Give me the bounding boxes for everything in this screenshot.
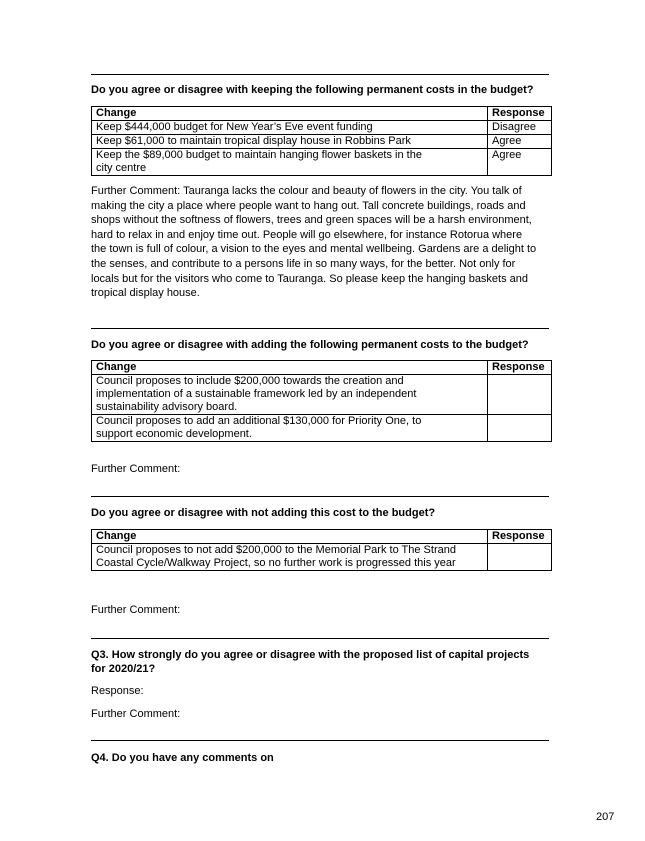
- question-keep-costs: Do you agree or disagree with keeping the following permanent costs in the budget?: [91, 84, 534, 96]
- comment-line: the town is full of colour, a vision to the eyes and mental wellbeing. Gardens are a delight to: [91, 243, 537, 256]
- further-comment-add-costs: Further Comment:: [91, 463, 181, 475]
- change-cell-text: Council proposes to not add $200,000 to the Memorial Park to The Strand Coastal Cycle/Walkway Project, so no further work is progressed this year: [96, 544, 456, 569]
- change-cell: Keep $444,000 budget for New Year’s Eve event funding: [92, 121, 488, 135]
- change-column-header: Change: [92, 361, 488, 375]
- table-header-row: [92, 530, 552, 544]
- response-cell: Agree: [488, 135, 552, 149]
- table-row: [92, 149, 552, 176]
- change-column-header: Change: [92, 530, 488, 544]
- change-cell: Keep $61,000 to maintain tropical display house in Robbins Park: [92, 135, 488, 149]
- comment-line: making the city a place where people want to hang out. Tall concrete buildings, roads and: [91, 199, 526, 212]
- page-number: 207: [596, 811, 615, 823]
- response-cell: Agree: [488, 149, 552, 176]
- table-row: [92, 544, 552, 571]
- question-q3-line: for 2020/21?: [91, 663, 156, 675]
- comment-line: hard to relax in and enjoy time out. People will go elsewhere, for instance Rotorua where: [91, 228, 523, 241]
- table-header-row: [92, 361, 552, 375]
- change-cell: [92, 375, 488, 415]
- comment-line: the senses, and contribute to a persons life in so many ways, for the better. Not only for: [91, 257, 516, 270]
- section-divider-3: [91, 496, 549, 497]
- change-cell-text: Council proposes to add an additional $130,000 for Priority One, to support economic development.: [96, 415, 422, 440]
- response-column-header: Response: [488, 107, 552, 121]
- section-divider-4: [91, 638, 549, 639]
- table-row: [92, 415, 552, 442]
- change-column-header: Change: [92, 107, 488, 121]
- question-not-add-cost: Do you agree or disagree with not adding this cost to the budget?: [91, 507, 436, 519]
- comment-line: Further Comment: Tauranga lacks the colour and beauty of flowers in the city. You talk of: [91, 185, 522, 197]
- section-divider-2: [91, 328, 549, 329]
- comment-line: locals but for the visitors who come to Tauranga. So please keep the hanging baskets and: [91, 272, 529, 285]
- response-cell: Disagree: [488, 121, 552, 135]
- section-divider-1: [91, 74, 549, 75]
- q3-further-comment: Further Comment:: [91, 708, 181, 720]
- section-divider-5: [91, 740, 549, 741]
- not-add-cost-table: [91, 529, 552, 571]
- table-header-row: [92, 107, 552, 121]
- question-add-costs: Do you agree or disagree with adding the following permanent costs to the budget?: [91, 339, 529, 351]
- table-row: [92, 135, 552, 149]
- comment-line: shops without the softness of flowers, trees and green spaces will be a harsh environment,: [91, 214, 532, 227]
- further-comment-keep-costs: [91, 184, 551, 301]
- response-column-header: Response: [488, 361, 552, 375]
- add-costs-table: [91, 360, 552, 442]
- question-q3-line: Q3. How strongly do you agree or disagree with the proposed list of capital projects: [91, 649, 530, 661]
- table-row: [92, 121, 552, 135]
- question-q4: Q4. Do you have any comments on: [91, 752, 274, 764]
- change-cell: [92, 415, 488, 442]
- change-cell-text: Council proposes to include $200,000 towards the creation and implementation of a sustainable framework led by an independent sustainability advisory board.: [96, 375, 417, 413]
- response-cell[interactable]: [488, 375, 552, 415]
- response-column-header: Response: [488, 530, 552, 544]
- comment-line: tropical display house.: [91, 287, 200, 300]
- question-q3: [91, 648, 561, 676]
- q3-response: Response:: [91, 685, 144, 697]
- response-cell[interactable]: [488, 544, 552, 571]
- table-row: [92, 375, 552, 415]
- change-cell: [92, 544, 488, 571]
- response-cell[interactable]: [488, 415, 552, 442]
- change-cell-text: Keep the $89,000 budget to maintain hanging flower baskets in the city centre: [96, 149, 422, 174]
- change-cell: [92, 149, 488, 176]
- keep-costs-table: [91, 106, 552, 176]
- further-comment-not-add-cost: Further Comment:: [91, 604, 181, 616]
